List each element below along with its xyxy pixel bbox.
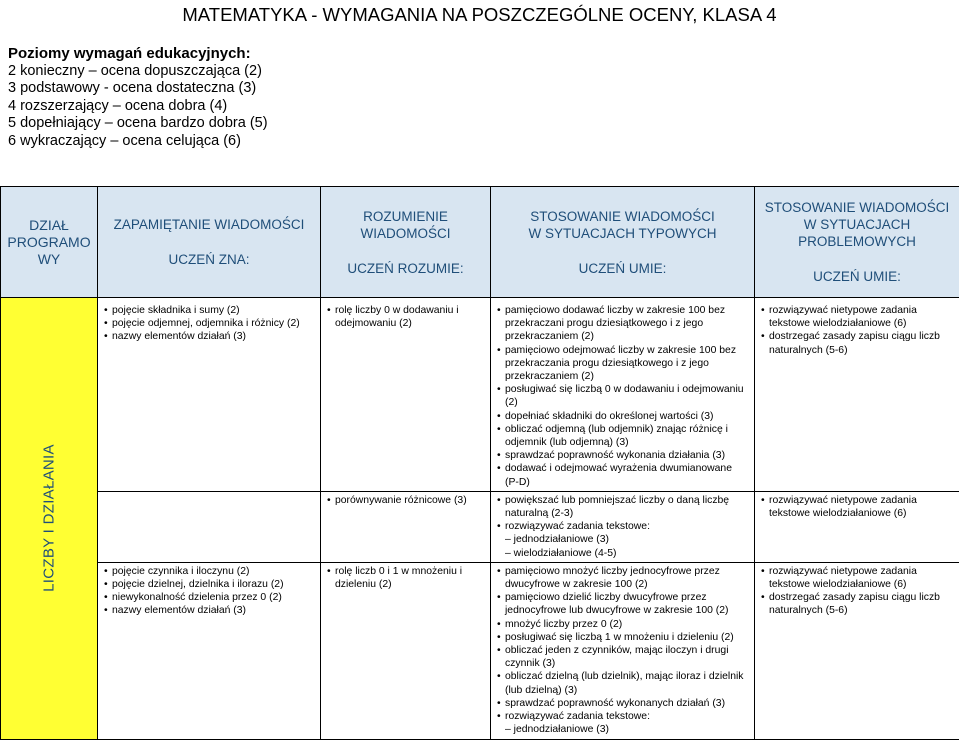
- list-item: • dostrzegać zasady zapisu ciągu liczb naturalnych (5-6): [761, 591, 953, 617]
- level-item: 2 konieczny – ocena dopuszczająca (2): [8, 63, 268, 81]
- list-item: • mnożyć liczby przez 0 (2): [497, 618, 748, 631]
- cell-zna: [98, 491, 321, 562]
- levels-heading: Poziomy wymagań edukacyjnych:: [8, 45, 268, 63]
- list-item: • dodawać i odejmować wyrażenia dwumianowane (P-D): [497, 462, 748, 488]
- list-item: • pojęcie dzielnej, dzielnika i ilorazu (2): [104, 578, 314, 591]
- list-subitem: – jednodziałaniowe (3): [497, 723, 748, 736]
- list-subitem: – wielodziałaniowe (4-5): [497, 547, 748, 560]
- list-item: • rozwiązywać nietypowe zadania tekstowe wielodziałaniowe (6): [761, 494, 953, 520]
- grade-levels: [8, 45, 268, 151]
- cell-umie: [491, 491, 755, 562]
- cell-umie: [491, 298, 755, 492]
- cell-zna: [98, 562, 321, 739]
- cell-rozumie: [321, 298, 491, 492]
- list-item: • rozwiązywać zadania tekstowe:: [497, 710, 748, 723]
- list-item: • pamięciowo mnożyć liczby jednocyfrowe przez dwucyfrowe w zakresie 100 (2): [497, 565, 748, 591]
- section-label: LICZBY I DZIAŁANIA: [41, 444, 58, 592]
- list-item: • obliczać odjemną (lub odjemnik) znając różnicę i odjemnik (lub odjemną) (3): [497, 423, 748, 449]
- list-item: • sprawdzać poprawność wykonanych działań (3): [497, 697, 748, 710]
- list-subitem: – jednodziałaniowe (3): [497, 533, 748, 546]
- list-item: • sprawdzać poprawność wykonania działania (3): [497, 449, 748, 462]
- list-item: • rolę liczb 0 i 1 w mnożeniu i dzieleniu (2): [327, 565, 484, 591]
- cell-problem: [755, 562, 959, 739]
- cell-problem: [755, 491, 959, 562]
- list-item: • powiększać lub pomniejszać liczby o daną liczbę naturalną (2-3): [497, 494, 748, 520]
- cell-rozumie: [321, 491, 491, 562]
- list-item: • niewykonalność dzielenia przez 0 (2): [104, 591, 314, 604]
- header-stosowanie-typowe: STOSOWANIE WIADOMOŚCI W SYTUACJACH TYPOWYCH UCZEŃ UMIE:: [491, 187, 755, 298]
- list-item: • porównywanie różnicowe (3): [327, 494, 484, 507]
- list-item: • rozwiązywać nietypowe zadania tekstowe wielodziałaniowe (6): [761, 304, 953, 330]
- header-zapamietanie: ZAPAMIĘTANIE WIADOMOŚCI UCZEŃ ZNA:: [98, 187, 321, 298]
- list-item: • rozwiązywać nietypowe zadania tekstowe wielodziałaniowe (6): [761, 565, 953, 591]
- requirements-table: [0, 186, 959, 740]
- list-item: • pojęcie odjemnej, odjemnika i różnicy (2): [104, 317, 314, 330]
- level-item: 6 wykraczający – ocena celująca (6): [8, 133, 268, 151]
- cell-problem: [755, 298, 959, 492]
- level-item: 3 podstawowy - ocena dostateczna (3): [8, 80, 268, 98]
- table-row: [1, 562, 959, 739]
- level-item: 5 dopełniający – ocena bardzo dobra (5): [8, 115, 268, 133]
- list-item: • dopełniać składniki do określonej wartości (3): [497, 410, 748, 423]
- list-item: • nazwy elementów działań (3): [104, 330, 314, 343]
- cell-umie: [491, 562, 755, 739]
- cell-zna: [98, 298, 321, 492]
- level-item: 4 rozszerzający – ocena dobra (4): [8, 98, 268, 116]
- list-item: • dostrzegać zasady zapisu ciągu liczb naturalnych (5-6): [761, 330, 953, 356]
- list-item: • pamięciowo dodawać liczby w zakresie 100 bez przekraczani progu dziesiątkowego i z jego przekraczaniem (2): [497, 304, 748, 344]
- list-item: • posługiwać się liczbą 1 w mnożeniu i dzieleniu (2): [497, 631, 748, 644]
- cell-rozumie: [321, 562, 491, 739]
- list-item: • nazwy elementów działań (3): [104, 604, 314, 617]
- list-item: • obliczać jeden z czynników, mając iloczyn i drugi czynnik (3): [497, 644, 748, 670]
- list-item: • obliczać dzielną (lub dzielnik), mając iloraz i dzielnik (lub dzielną) (3): [497, 670, 748, 696]
- header-dzial: DZIAŁ PROGRAMO WY: [1, 187, 98, 298]
- list-item: • pojęcie czynnika i iloczynu (2): [104, 565, 314, 578]
- list-item: • rozwiązywać zadania tekstowe:: [497, 520, 748, 533]
- header-stosowanie-problemowe: STOSOWANIE WIADOMOŚCI W SYTUACJACH PROBLEMOWYCH UCZEŃ UMIE:: [755, 187, 959, 298]
- list-item: • posługiwać się liczbą 0 w dodawaniu i odejmowaniu (2): [497, 383, 748, 409]
- table-row: [1, 491, 959, 562]
- list-item: • pamięciowo odejmować liczby w zakresie 100 bez przekraczania progu dziesiątkowego i z jego przekraczaniem (2): [497, 344, 748, 384]
- table-header-row: [1, 187, 959, 298]
- section-cell: [1, 298, 98, 740]
- list-item: • pojęcie składnika i sumy (2): [104, 304, 314, 317]
- document-title: MATEMATYKA - WYMAGANIA NA POSZCZEGÓLNE OCENY, KLASA 4: [0, 4, 959, 26]
- list-item: • rolę liczby 0 w dodawaniu i odejmowaniu (2): [327, 304, 484, 330]
- list-item: • pamięciowo dzielić liczby dwucyfrowe przez jednocyfrowe lub dwucyfrowe w zakresie 100 (2): [497, 591, 748, 617]
- header-rozumienie: ROZUMIENIE WIADOMOŚCI UCZEŃ ROZUMIE:: [321, 187, 491, 298]
- table-row: [1, 298, 959, 492]
